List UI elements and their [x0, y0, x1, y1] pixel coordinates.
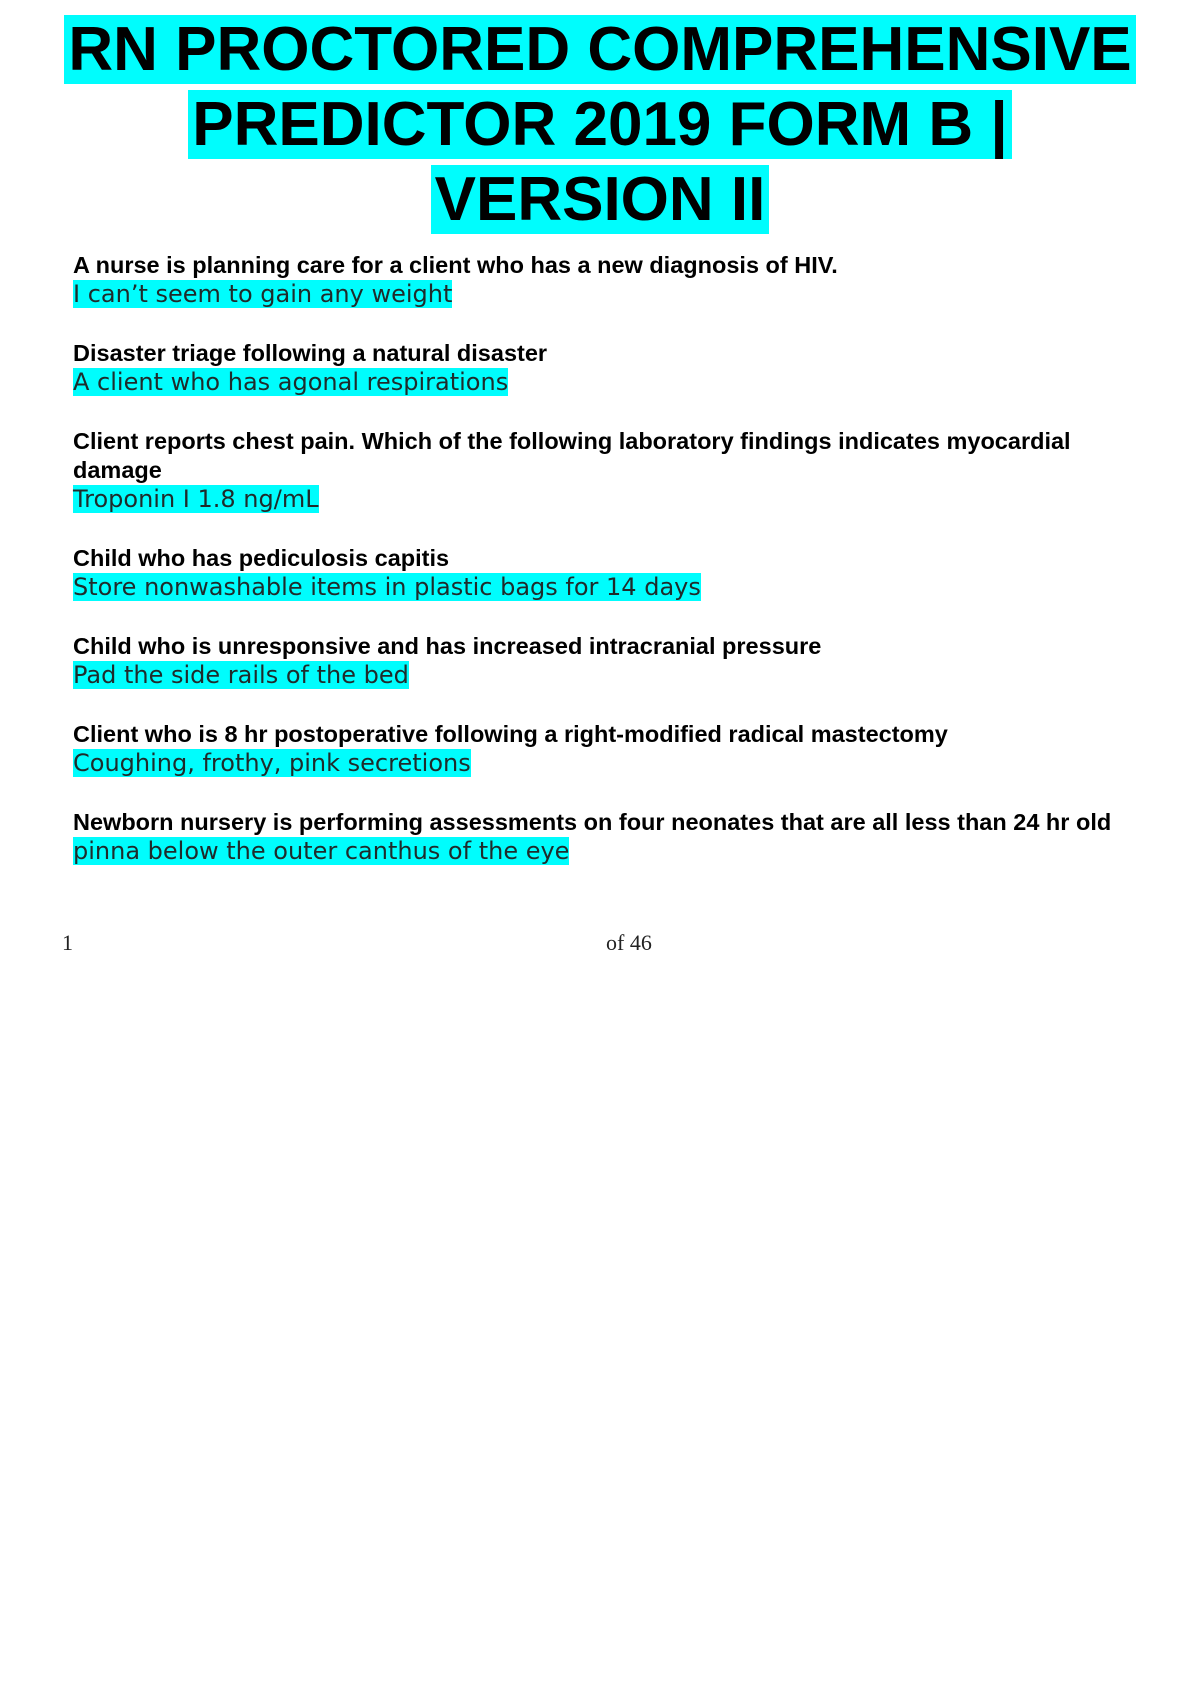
answer-highlight: pinna below the outer canthus of the eye — [73, 837, 570, 865]
title-line: VERSION II — [431, 165, 770, 234]
answer-highlight: Coughing, frothy, pink secretions — [73, 749, 471, 777]
answer-highlight: Troponin I 1.8 ng/mL — [73, 485, 319, 513]
document-title — [40, 12, 1160, 237]
qa-item — [73, 251, 1153, 309]
question-text: Client reports chest pain. Which of the following laboratory findings indicates myocardial damage — [73, 428, 1071, 483]
answer-text — [73, 749, 1153, 778]
answer-text — [73, 837, 1153, 866]
question-text: Disaster triage following a natural disaster — [73, 340, 548, 366]
title-line: RN PROCTORED COMPREHENSIVE — [64, 15, 1135, 84]
answer-highlight: A client who has agonal respirations — [73, 368, 509, 396]
question-answer-list — [73, 251, 1153, 896]
question-text: Child who is unresponsive and has increased intracranial pressure — [73, 633, 822, 659]
qa-item — [73, 808, 1153, 866]
title-line: PREDICTOR 2019 FORM B | — [188, 90, 1011, 159]
page-total: of 46 — [606, 930, 652, 955]
question-text: Child who has pediculosis capitis — [73, 545, 450, 571]
qa-item — [73, 544, 1153, 602]
qa-item — [73, 427, 1153, 514]
answer-text — [73, 368, 1153, 397]
qa-item — [73, 720, 1153, 778]
page-number: 1 — [62, 930, 73, 955]
qa-item — [73, 339, 1153, 397]
answer-highlight: Pad the side rails of the bed — [73, 661, 409, 689]
answer-text — [73, 661, 1153, 690]
answer-highlight: Store nonwashable items in plastic bags for 14 days — [73, 573, 701, 601]
question-text: Client who is 8 hr postoperative following a right-modified radical mastectomy — [73, 721, 948, 747]
answer-text — [73, 573, 1153, 602]
question-text: Newborn nursery is performing assessments on four neonates that are all less than 24 hr old — [73, 809, 1112, 835]
answer-text — [73, 485, 1153, 514]
question-text: A nurse is planning care for a client who has a new diagnosis of HIV. — [73, 252, 838, 278]
page-footer — [0, 930, 1200, 960]
answer-text — [73, 280, 1153, 309]
answer-highlight: I can’t seem to gain any weight — [73, 280, 453, 308]
qa-item — [73, 632, 1153, 690]
